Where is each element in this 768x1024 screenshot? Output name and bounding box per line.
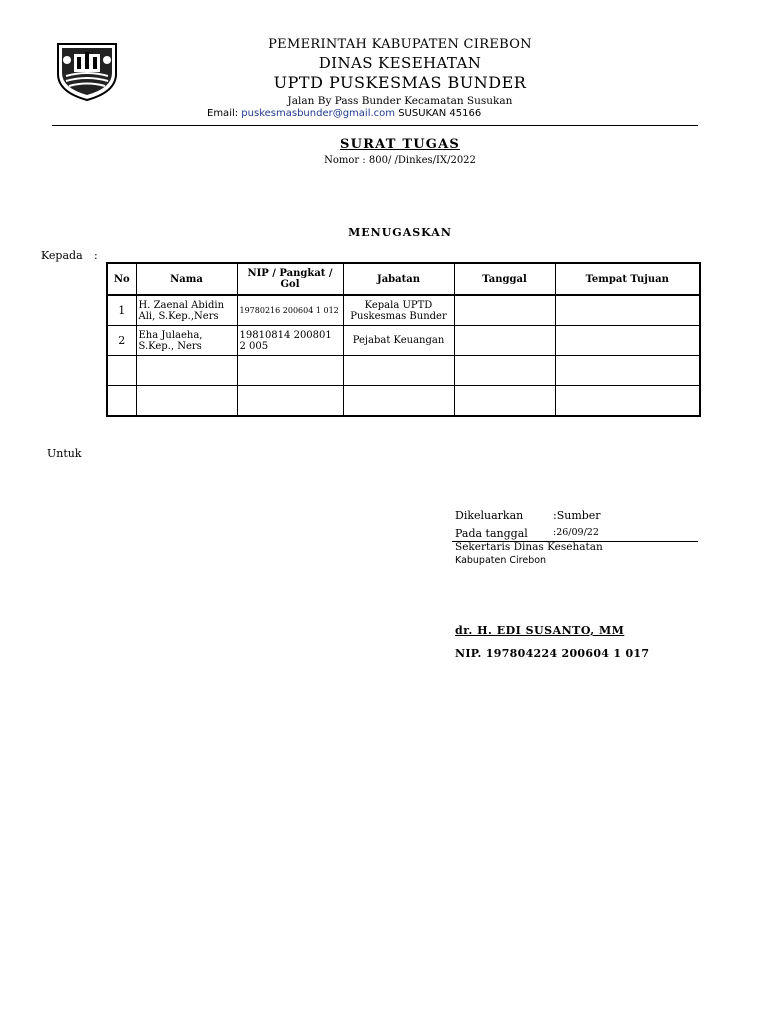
issued-place-label: Dikeluarkan xyxy=(455,509,524,522)
cell-no: 1 xyxy=(107,295,136,326)
cell-nip xyxy=(237,386,343,417)
col-header-tanggal: Tanggal xyxy=(454,263,555,295)
col-header-no: No xyxy=(107,263,136,295)
assignment-heading: MENUGASKAN xyxy=(348,226,452,239)
cell-jabatan xyxy=(343,356,454,386)
header-address: Jalan By Pass Bunder Kecamatan Susukan xyxy=(287,95,513,107)
letter-title: SURAT TUGAS xyxy=(340,137,460,152)
cell-tujuan xyxy=(555,356,700,386)
cell-nama: Eha Julaeha, S.Kep., Ners xyxy=(136,326,237,356)
email-label: Email: xyxy=(207,108,242,119)
cell-jabatan: Kepala UPTD Puskesmas Bunder xyxy=(343,295,454,326)
header-office: UPTD PUSKESMAS BUNDER xyxy=(273,73,527,92)
col-header-nama: Nama xyxy=(136,263,237,295)
cell-jabatan: Pejabat Keuangan xyxy=(343,326,454,356)
signer-nip: NIP. 197804224 200604 1 017 xyxy=(455,647,650,660)
signer-name: dr. H. EDI SUSANTO, MM xyxy=(455,624,625,637)
cell-nip: 19780216 200604 1 012 xyxy=(237,295,343,326)
cell-tujuan xyxy=(555,326,700,356)
cell-nip xyxy=(237,356,343,386)
header-email-line xyxy=(207,108,481,119)
kepada-colon: : xyxy=(94,249,98,262)
signer-position: Sekertaris Dinas Kesehatan xyxy=(455,541,603,553)
regency-emblem-logo xyxy=(52,40,122,102)
header-divider xyxy=(52,125,698,126)
postal-code: SUSUKAN 45166 xyxy=(395,108,482,119)
table-row xyxy=(107,356,700,386)
table-row xyxy=(107,386,700,417)
cell-jabatan xyxy=(343,386,454,417)
letter-number: Nomor : 800/ /Dinkes/IX/2022 xyxy=(324,155,476,166)
cell-nama xyxy=(136,386,237,417)
assignee-table xyxy=(106,262,701,417)
cell-no xyxy=(107,386,136,417)
cell-nama xyxy=(136,356,237,386)
issued-date-value: :26/09/22 xyxy=(553,527,599,538)
issued-date-label: Pada tanggal xyxy=(455,527,528,540)
signer-region: Kabupaten Cirebon xyxy=(455,555,547,566)
col-header-tujuan: Tempat Tujuan xyxy=(555,263,700,295)
header-agency: DINAS KESEHATAN xyxy=(318,54,482,72)
cell-no: 2 xyxy=(107,326,136,356)
email-link[interactable]: puskesmasbunder@gmail.com xyxy=(241,108,396,119)
issued-place-value: :Sumber xyxy=(553,509,601,522)
col-header-nip: NIP / Pangkat / Gol xyxy=(237,263,343,295)
col-header-jabatan: Jabatan xyxy=(343,263,454,295)
cell-tanggal xyxy=(454,295,555,326)
table-row xyxy=(107,295,700,326)
cell-tanggal xyxy=(454,356,555,386)
cell-tanggal xyxy=(454,386,555,417)
cell-tujuan xyxy=(555,295,700,326)
table-header-row xyxy=(107,263,700,295)
cell-no xyxy=(107,356,136,386)
table-row xyxy=(107,326,700,356)
untuk-label: Untuk xyxy=(47,447,82,460)
kepada-label: Kepada xyxy=(41,249,83,262)
cell-tanggal xyxy=(454,326,555,356)
header-government: PEMERINTAH KABUPATEN CIREBON xyxy=(268,37,532,52)
cell-nama: H. Zaenal Abidin Ali, S.Kep.,Ners xyxy=(136,295,237,326)
cell-nip: 19810814 200801 2 005 xyxy=(237,326,343,356)
cell-tujuan xyxy=(555,386,700,417)
